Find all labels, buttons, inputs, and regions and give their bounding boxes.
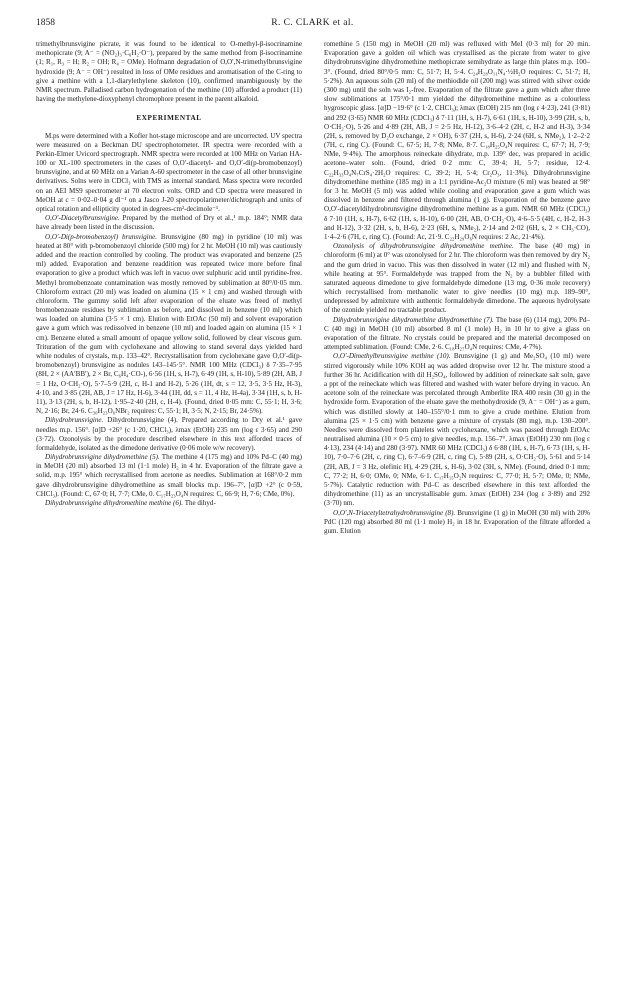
paragraph-text: Brunsvigine (1 g) in MeOH (30 ml) with 20% PdC (120 mg) absorbed 80 ml (1·1 mole) H₂ in 18 hr. Evaporation of the filtrate afforded a gum. Elution (324, 508, 590, 535)
paragraph-text: The dihyd- (184, 499, 216, 507)
right-column (324, 40, 590, 536)
paragraph-text: romethine 5 (150 mg) in MeOH (20 ml) was refluxed with MeI (0·3 ml) for 20 min. Evaporation gave a golden oil which was crystallised as the picrate from water to give dihydrobrunsvigine dihydromethine methopicrate semihydrate as large thin plates m.p. 100–3°. (Found, dried 80°/0·5 mm: C, 51·7; H, 5·4. C₂₄H₂₈O₁₁N₄·½H₂O requires: C, 51·7; H, 5·2%). An aqueous soln (20 ml) of the methiodide oil (200 mg) was stirred with silver oxide (300 mg) until the soln was I₂-free. Evaporation of the filtrate gave a gum which after three slow sublimations at 175°/0·1 mm yielded the dihydromethine methine as a colourless hygroscopic glass. [α]D −19·6° (c 1·2, CHCl₃); λmax (EtOH) 215 nm (log ε 4·23), 241 (3·81) and 292 (3·65) NMR 60 MHz (CDCl₃) δ 7·11 (1H, s, H-7), 6·61 (1H, s, H-10), 3·99 (2H, s, b, O·CH₂·O), 5·26 and 4·89 (2H, AB, J = 2·5 Hz, H-12), 3·6–4·2 (2H, c, H-2 and H-3), 3·34 (2H, s, removed by D₂O exchange, 2 × OH), 6·37 (2H, s, H-6), 2·24 (6H, s, NMe₂), 1·2–2·2 (7H, c, ring C). (Found: C, 67·5; H, 7·8; NMe, 8·7. C₁₈H₂₅O₄N requires: C, 67·7; H, 7·9; NMe, 9·4%). The amorphous reineckate dihydrate, m.p. 139° dec, was prepared in acidic acetone–water soln. (Found, dried 0·2 mm: C, 39·4; H, 5·7; residue, 12·4. C₂₂H₃₃O₄N₇CrS₄·2H₂O requires: C, 39·2; H, 5·4; Cr₂O₃, 11·3%). Dihydrobrunsvigine dihydromethine methine (185 mg) in a 1:1 pyridine-Ac₂O mixture (6 ml) was heated at 98° for 3 hr. MeOH (5 ml) was added while cooling and evaporation gave a gum which was dissolved in benzene and filtered through alumina (1 g). Evaporation of the benzene gave O,O′-diacetyldihydrobrunsvigine dihydromethine methine as a gum. NMR 60 MHz (CDCl₃) δ 7·10 (1H, s, H-7), 6·62 (1H, s, H-10), 6·00 (2H, AB, O·CH₂·O), 4·6–5·5 (4H, c, H-2, H-3 and H-12), 3·32 (2H, s, b, H-6), 2·23 (6H, s, NMe₂), 2·14 and 2·02 (6H, s, 2 × CH₃·CO), 1·4–2·6 (7H, c, ring C). (Found: Ac, 21·9. C₂₂H₂₉O₆N requires: 2 Ac, 21·4%). (324, 40, 590, 241)
paragraph-text: The base (40 mg) in chloroform (6 ml) at 0° was ozonolysed for 2 hr. The chloroform was then removed by dry N₂ and the gum dried in vacuo. This was then dissolved in water (12 ml) and flushed with N₂ while heating at 95°. Formaldehyde was trapped from the N₂ by a bubbler filled with saturated aqueous dimedone to give formaldehyde dimedone (13 mg, 0·36 mole recovery) which recrystallised from methanolic water to give needles (10 mg) m.p. 189–90°, undepressed by admixture with authentic formaldehyde dimedone. The aqueous hydrolysate of the ozonide yielded no tractable product. (324, 242, 590, 315)
intro-paragraph: trimethylbrunsvigine picrate, it was found to be identical to O-methyl-β-isocrinamine methopicrate (9; A⁻ = (NO₂)₃·C₆H₂·O⁻), prepared by the same method from β-isocrinamine (1; R₁, R₃ = H; R₂ = OH; R₄ = OMe). Hofmann degradation of O,O′,N-trimethylbrunsvigine hydroxide (9; A⁻ = OH⁻) resulted in loss of OMe residues and aromatisation of the C-ring to give a methine with a 1,1-diarylethylene skeleton (10), confirmed unambiguously by the NMR spectrum. Palladised carbon hydrogenation of the methine (10) afforded a product (11) having the methylene-dioxyphenyl chromophore present in the parent alkaloid. (36, 40, 302, 104)
paragraph (36, 416, 302, 453)
paragraph-text: Dihydrobrunsvigine (4). Prepared according to Dry et al.¹ gave needles m.p. 156°. [α]D +26° (c 1·20, CHCl₃), λmax (EtOH) 235 nm (log ε 3·65) and 290 (3·72). Ozonolysis by the procedure described elsewhere in this text afforded traces of formaldehyde, isolated as the dimedone derivative (0·06 mole w/w recovery). (36, 416, 302, 452)
paragraph-text: M.ps were determined with a Kofler hot-stage microscope and are uncorrected. UV spectra were measured on a Beckman DU spectrophotometer. IR spectra were recorded with a Perkin-Elmer Uvicord spectrograph. NMR spectra were recorded at 100 MHz on Varian HA-100 or XL-100 spectrometers in the cases of O,O′-diacetyl- and O,O′-di(p-bromobenzoyl) brunsvigine, and at 60 MHz on a Varian A-60 spectrometer in the case of all other brunsvigine derivatives. Solns were in CDCl₃ with TMS as internal standard. Mass spectra were recorded on an AEI MS9 spectrometer at 70 electron volts. ORD and CD spectra were measured in MeOH at c = 0·02–0·04 g dl⁻¹ on a Jasco J-20 spectropolarimeter/dichrograph and units of optical rotation and ellipticity quoted in degrees-cm²-decimole⁻¹. (36, 131, 302, 213)
paragraph (324, 352, 590, 508)
paragraph-text: Prepared by the method of Dry et al.,¹ m.p. 184°; NMR data have already been listed in the discussion. (36, 214, 302, 232)
paragraph (324, 40, 590, 242)
paragraph-title: O,O′-Diacetylbrunsvigine. (45, 214, 120, 223)
paragraph-text: Brunsvigine (1 g) and Me₂SO₄ (10 ml) were stirred vigorously while 10% KOH aq was added dropwise over 12 hr. The mixture stood a further 36 hr. Acidification with dil H₂SO₄, followed by addition of reineckate salt soln, gave a ppt of the reineckate which was filtered and washed with water before drying in vacuo. An acetone soln of the reineckate was percolated through Amberlite IRA 400 resin (30 g) in the hydroxide form. Evaporation of the eluate gave the methohydroxide (9, A⁻ = OH⁻) as a gum, which was distilled slowly at 140–155°/0·1 mm to give a crude methine. Elution from alumina (25 × 1·5 cm) with benzene gave a mixture of crystals (80 mg), m.p. 130–200°. Needles were dissolved from platelets with cyclohexane, which was passed through EtOAc neutralised alumina (10 × 0·5 cm) to give needles, m.p. 156–7°. λmax (EtOH) 230 nm (log ε 4·13), 234 (4·14) and 280 (3·97). NMR 60 MHz (CDCl₃) δ 6·88 (1H, s, H-7), 6·73 (1H, s, H-10), 7·0–7·6 (2H, c, ring C), 6·7–6·9 (2H, c, ring C), 5·89 (2H, s, O·CH₂·O), 5·61 and 5·14 (2H, AB, J = 3 Hz, olefinic H), 4·29 (2H, s, H-6), 3·02 (3H, s, NMe). (Found, dried 0·1 mm; C, 77·2; H, 6·0; OMe, 0; NMe, 6·1. C₁₇H₁₅O₂N requires: C, 77·0; H, 5·7; OMe, 0; NMe, 5·7%). Catalytic reduction with Pd–C as described elsewhere in this text afforded the dihydromethine (11) as an uncrystallisable gum. λmax (EtOH) 234 (log ε 3·89) and 292 (3·70) nm. (324, 352, 590, 508)
paragraph (36, 132, 302, 215)
page-number: 1858 (36, 18, 55, 28)
paragraph (36, 499, 302, 508)
paragraph (36, 453, 302, 499)
paragraph (324, 509, 590, 537)
paragraph-text: Brunsvigine (80 mg) in pyridine (10 ml) was heated at 80° with p-bromobenzoyl chloride (500 mg) for 2 hr. MeOH (10 ml) was cautiously added and the reaction controlled by cooling. The product was evaporated and benzene (25 ml) added. Evaporation and benzene readdition was repeated twice more before final evaporation to give a product which was left in vacuo over sulphuric acid until pyridine-free. Methyl bromobenzoate contamination was mostly removed by sublimation at 80°/0·05 mm. Chloroform extract (20 ml) was loaded on alumina (15 × 1 cm) and washed through with chloroform. The gummy solid left after evaporation of the eluate was freed of methyl bromobenzoate residues by sublimation as before, and dissolved in benzene (10 ml) which was loaded on alumina (3·5 × 1 cm). Elution with EtOAc (50 ml) and solvent evaporation gave a gum which was redissolved in benzene (10 ml) and loaded again on alumina (15 × 1 cm). Benzene eluted a small amount of opaque yellow solid, followed by clear viscous gum. Trituration of the gum with cyclohexane and allowing to stand several days yielded hard white nodules of crystals, m.p. 133–42°. Recrystallisation from cyclohexane gave O,O′-di(p-bromobenzoyl) brunsvigine as nodules 143–145·5°. NMR 100 MHz (CDCl₃) δ 7·35–7·95 (8H, 2 × (AA′BB′), 2 × Br, C₆H₄·CO-), 6·56 (1H, s, H-7), 6·49 (1H, s, H-10), 5·89 (2H, AB, J = 1 Hz, O·CH₂·O), 5·7–5·9 (2H, c, H-1 and H-2), 5·26 (1H, dt, s = 12, 3·5, 3·5 Hz, H-3), 4·10, and 3·85 (2H, AB, J = 17 Hz, H-6), 3·44 (1H, dd, s = 11, 4 Hz, H-4a), 3·34 (1H, s, b, H-11), 3·13 (2H, s, b, H-12), 1·95–2·40 (2H, c, H-4). (Found, dried 0·05 mm: C, 55·1; H, 3·6; N, 2·16; Br, 24·6. C₃₀H₂₃O₆NBr₂ requires: C, 55·1; H, 3·5; N, 2·15; Br, 24·5%). (36, 232, 302, 416)
paragraph-title: Dihydrobrunsvigine dihydromethine (5). (45, 453, 160, 462)
paragraph-title: Dihydrobrunsvigine dihydromethine dihydromethine (7). (333, 315, 494, 324)
paragraph-title: O,O′,N-Triacetyltetrahydrobrunsvigine (8). (333, 508, 456, 517)
left-column (36, 40, 302, 508)
paragraph-title: O,O′-Di(p-bromobenzoyl) brunsvigine. (45, 232, 157, 241)
paragraph-text: The methine 4 (175 mg) and 10% Pd–C (40 mg) in MeOH (20 ml) absorbed 13 ml (1·1 mole) H₂ in 4 hr. Evaporation of the filtrate gave a solid, m.p. 195° which recrystallised from acetone as needles. Sublimation at 168°/0·2 mm gave dihydrobrunsvigine dihydromethine as small blocks m.p. 196–7°, [α]D +2° (c 0·59, CHCl₃). (Found: C, 67·0; H, 7·7; CMe, 0. C₁₇H₂₃O₄N requires: C, 66·9; H, 7·6; CMe, 0%). (36, 453, 303, 498)
paragraph-title: O,O′-Dimethylbrunsvigine methine (10). (333, 352, 451, 361)
paragraph (36, 214, 302, 232)
paragraph-title: Ozonolysis of dihydrobrunsvigine dihydromethine methine. (333, 242, 514, 251)
section-heading-experimental: EXPERIMENTAL (136, 114, 202, 123)
right-paragraphs (324, 40, 590, 536)
paragraph (36, 233, 302, 417)
paragraph-title: Dihydrobrunsvigine. (45, 416, 104, 425)
paragraph-text: The base (6) (114 mg), 20% Pd–C (40 mg) in MeOH (10 ml) absorbed 8 ml (1 mole) H₂ in 10 hr to give a glass on evaporation of the filtrate. No crystals could be prepared and the material decomposed on attempted sublimation. (Found: CMe, 2·6. C₁₈H₂₇O₄N requires: CMe, 4·7%). (324, 315, 590, 352)
paragraph-title: Dihydrobrunsvigine dihydromethine methine (6). (45, 499, 184, 507)
running-head-authors: R. C. CLARK et al. (271, 18, 354, 28)
paragraph (324, 242, 590, 316)
left-paragraphs (36, 132, 302, 509)
running-header (36, 18, 589, 32)
paragraph (324, 316, 590, 353)
